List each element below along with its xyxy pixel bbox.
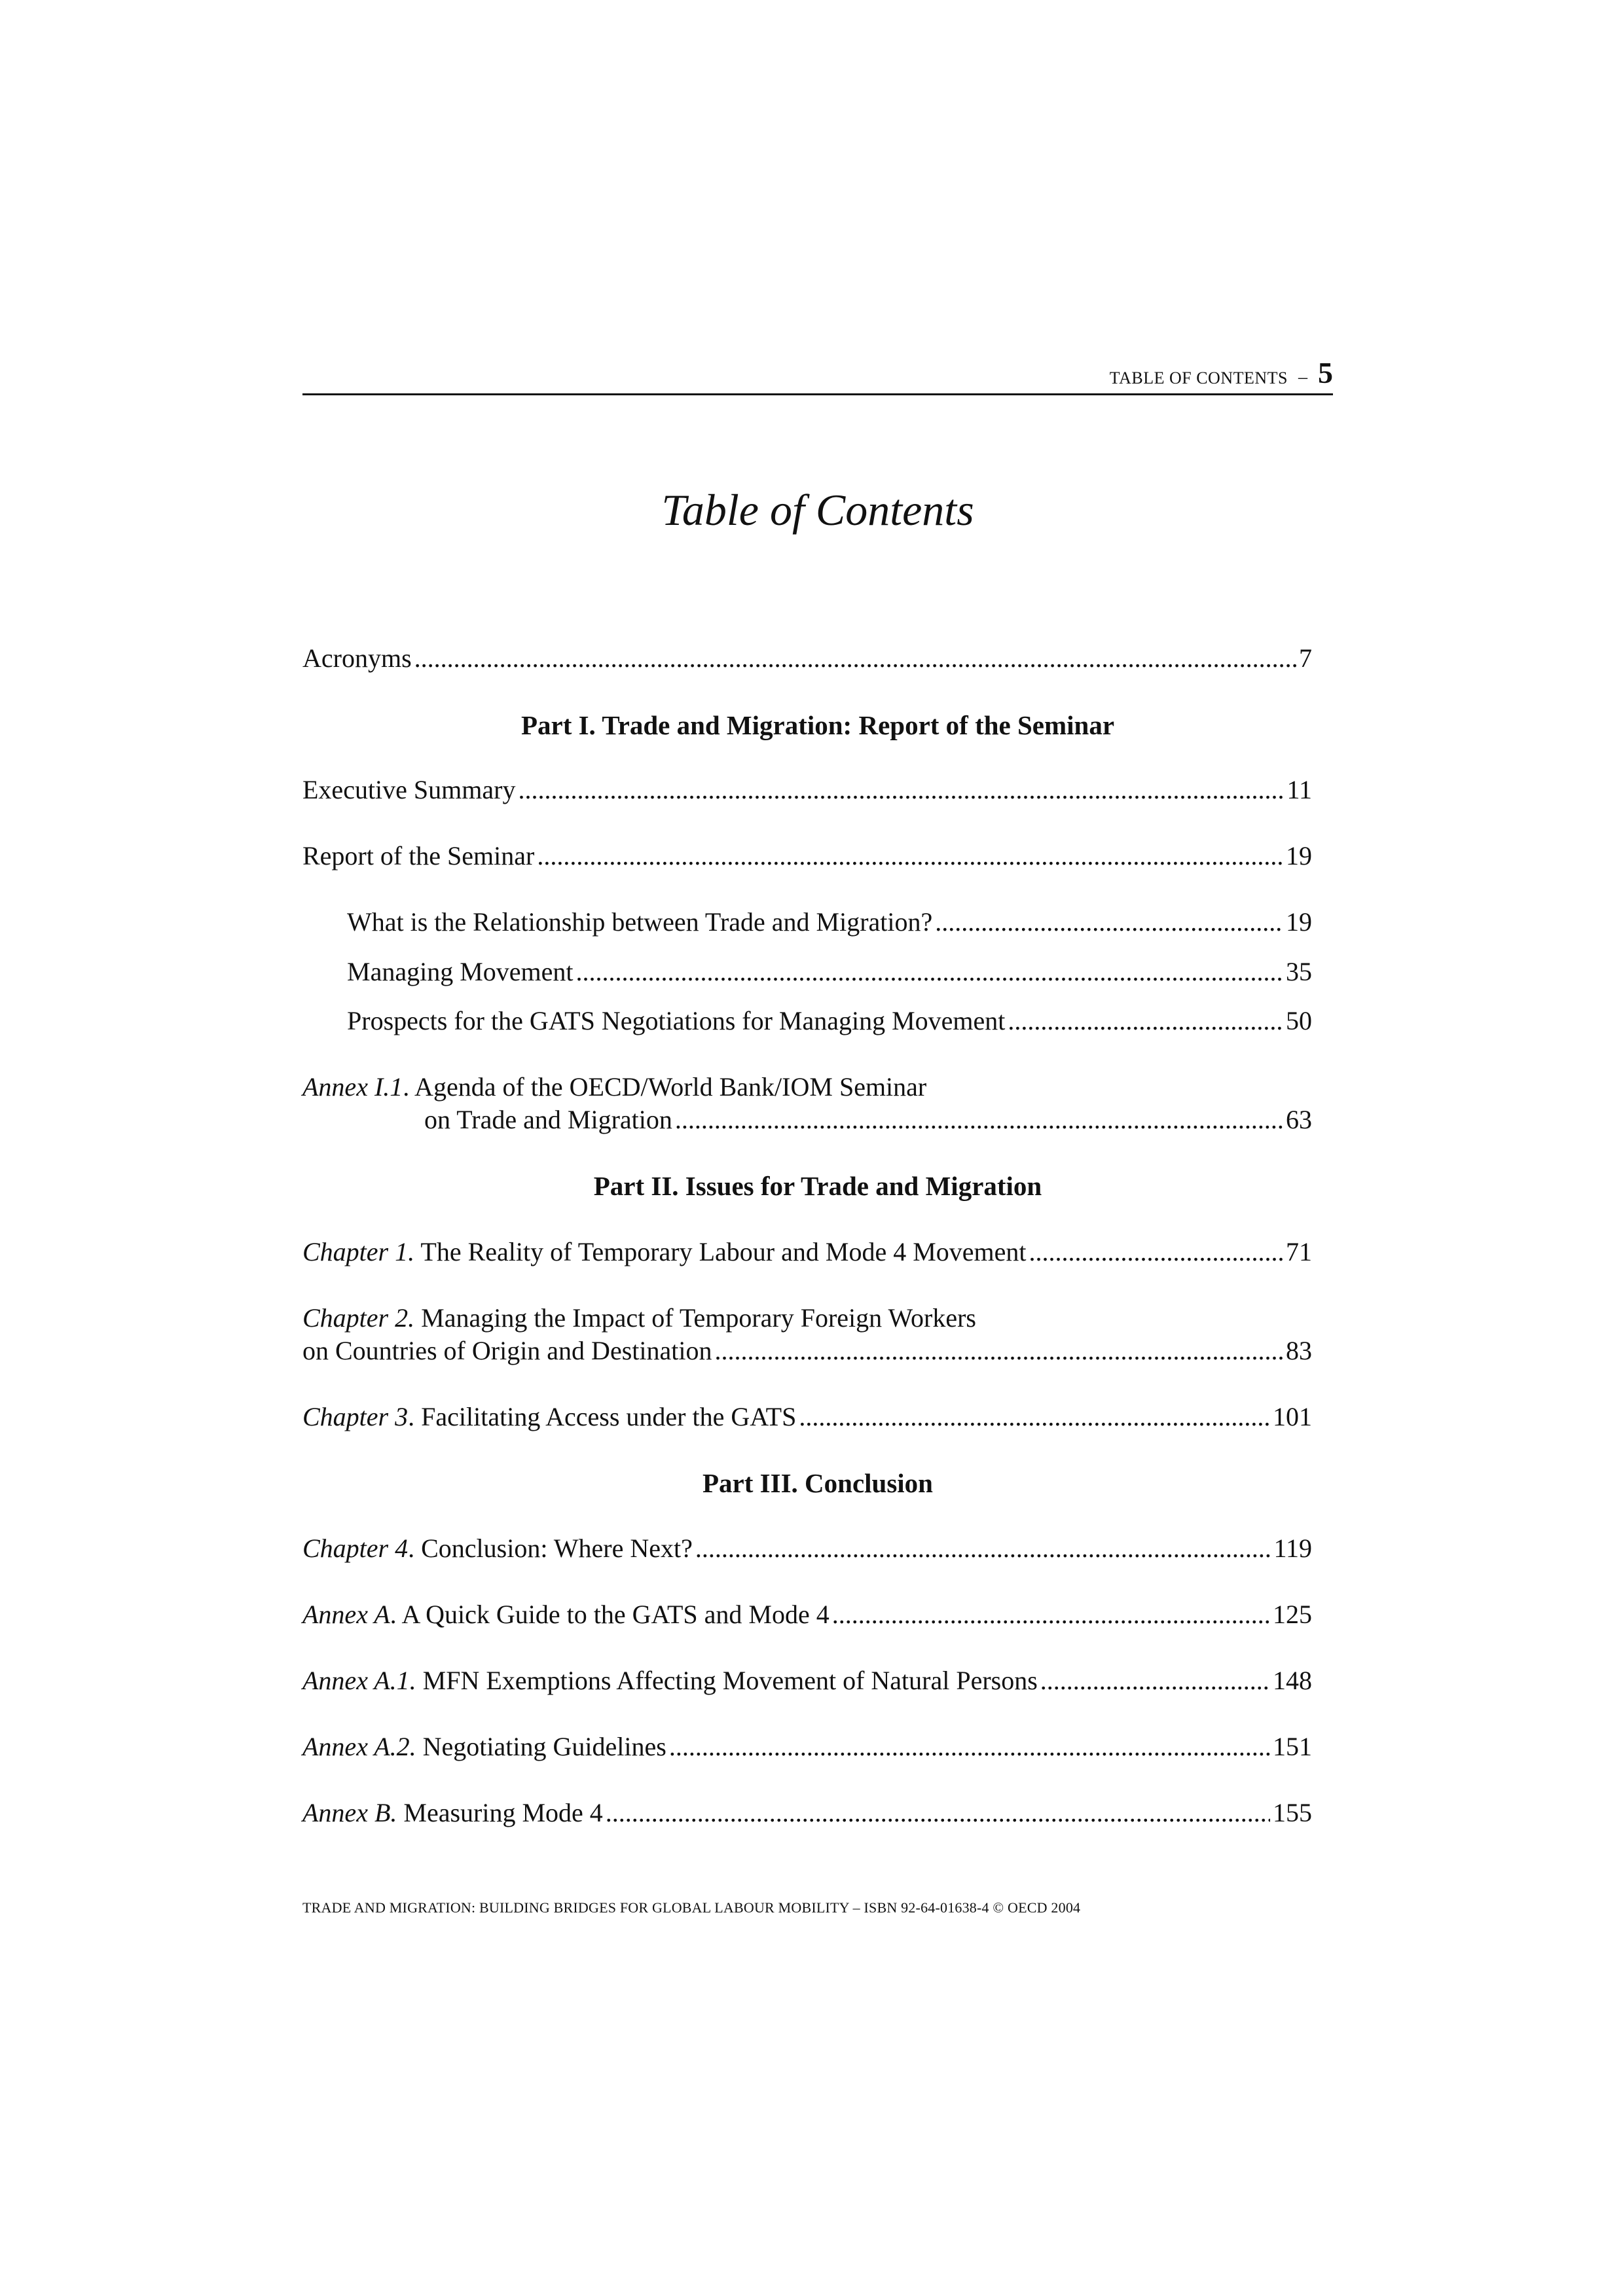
toc-entry-text: Managing Movement [347,957,574,986]
toc-entry-annex-a[interactable] [302,1599,1312,1630]
toc-entry-text: on Trade and Migration [424,1105,672,1134]
toc-entry-annex-i1-line2[interactable] [424,1104,1312,1136]
toc-entry-label: Annex A.2. [302,1732,416,1761]
toc-page-number: 125 [1273,1600,1312,1629]
toc-entry-chapter-1[interactable] [302,1236,1312,1268]
dot-leader [576,956,1284,988]
toc-page-number: 19 [1286,841,1312,870]
toc-entry-label: Annex I.1 [302,1072,403,1102]
dot-leader [799,1401,1270,1433]
running-header [302,356,1333,395]
toc-page-number: 35 [1286,957,1312,986]
toc-entry-text: on Countries of Origin and Destination [302,1336,712,1365]
toc-entry-text: Report of the Seminar [302,841,535,870]
toc-entry-chapter-2-line1[interactable] [302,1302,976,1334]
toc-entry-text: What is the Relationship between Trade and Migration? [347,907,933,937]
toc-entry-text: Acronyms [302,643,412,673]
dot-leader [714,1335,1283,1367]
toc-page-number: 101 [1273,1402,1312,1431]
toc-page-number: 119 [1273,1534,1312,1563]
page-title: Table of Contents [661,485,974,535]
toc-entry-annex-a2[interactable] [302,1731,1312,1763]
toc-page-number: 63 [1286,1105,1312,1134]
dot-leader [518,774,1284,806]
dot-leader [537,840,1283,872]
toc-page-number: 50 [1286,1006,1312,1035]
dot-leader [606,1797,1270,1829]
part-heading-3: Part III. Conclusion [702,1468,933,1498]
dot-leader [695,1533,1271,1564]
toc-entry-label: Annex B. [302,1798,397,1827]
toc-page-number: 71 [1286,1237,1312,1266]
toc-page-number: 83 [1286,1336,1312,1365]
toc-page-number: 11 [1286,775,1312,804]
dot-leader [414,643,1296,674]
toc-entry-text: Negotiating Guidelines [416,1732,666,1761]
toc-entry-label: Annex A.1. [302,1666,416,1695]
toc-entry-chapter-3[interactable] [302,1401,1312,1433]
toc-page-number: 148 [1273,1666,1312,1695]
dot-leader [1040,1665,1270,1696]
page-footer: TRADE AND MIGRATION: BUILDING BRIDGES FOR GLOBAL LABOUR MOBILITY – ISBN 92-64-01638-4 © OECD 2004 [302,1899,1081,1916]
toc-entry-managing-movement[interactable] [347,956,1312,988]
toc-page-number: 155 [1273,1798,1312,1827]
running-header-label: TABLE OF CONTENTS [1109,368,1288,387]
toc-entry-label: Chapter 4 [302,1534,409,1563]
toc-entry-label: Chapter 2. [302,1303,415,1333]
toc-entry-label: Chapter 3 [302,1402,409,1431]
toc-entry-label: Annex A [302,1600,390,1629]
dot-leader [1008,1005,1283,1037]
toc-entry-chapter-2-line2[interactable] [302,1335,1312,1367]
toc-entry-report-of-seminar[interactable] [302,840,1312,872]
toc-entry-text: Managing the Impact of Temporary Foreign Workers [414,1303,976,1333]
toc-entry-annex-b[interactable] [302,1797,1312,1829]
part-heading-2: Part II. Issues for Trade and Migration [593,1171,1042,1201]
toc-entry-prospects[interactable] [347,1005,1312,1037]
dot-leader [669,1731,1270,1763]
toc-entry-acronyms[interactable] [302,643,1312,674]
toc-entry-annex-i1-line1[interactable] [302,1071,926,1103]
toc-entry-text: MFN Exemptions Affecting Movement of Natural Persons [416,1666,1038,1695]
toc-page-number: 19 [1286,907,1312,937]
toc-page-number: 7 [1299,643,1312,673]
toc-entry-text: . A Quick Guide to the GATS and Mode 4 [390,1600,830,1629]
toc-entry-text: . Facilitating Access under the GATS [408,1402,797,1431]
dot-leader [1029,1236,1284,1268]
toc-entry-text: Prospects for the GATS Negotiations for Managing Movement [347,1006,1006,1035]
toc-entry-label: Chapter 1. [302,1237,415,1266]
running-header-separator: – [1298,367,1307,387]
dot-leader [935,906,1283,938]
toc-entry-text: The Reality of Temporary Labour and Mode 4 Movement [414,1237,1027,1266]
toc-entry-text: Measuring Mode 4 [397,1798,603,1827]
toc-entry-text: . Conclusion: Where Next? [408,1534,693,1563]
toc-page-number: 151 [1273,1732,1312,1761]
toc-entry-annex-a1[interactable] [302,1665,1312,1696]
toc-entry-chapter-4[interactable] [302,1533,1312,1564]
toc-entry-relationship[interactable] [347,906,1312,938]
dot-leader [675,1104,1283,1136]
toc-entry-text: Executive Summary [302,775,516,804]
dot-leader [832,1599,1270,1630]
toc-entry-executive-summary[interactable] [302,774,1312,806]
page-number: 5 [1318,356,1333,389]
part-heading-1: Part I. Trade and Migration: Report of the Seminar [520,710,1115,740]
toc-entry-text: . Agenda of the OECD/World Bank/IOM Seminar [403,1072,927,1102]
